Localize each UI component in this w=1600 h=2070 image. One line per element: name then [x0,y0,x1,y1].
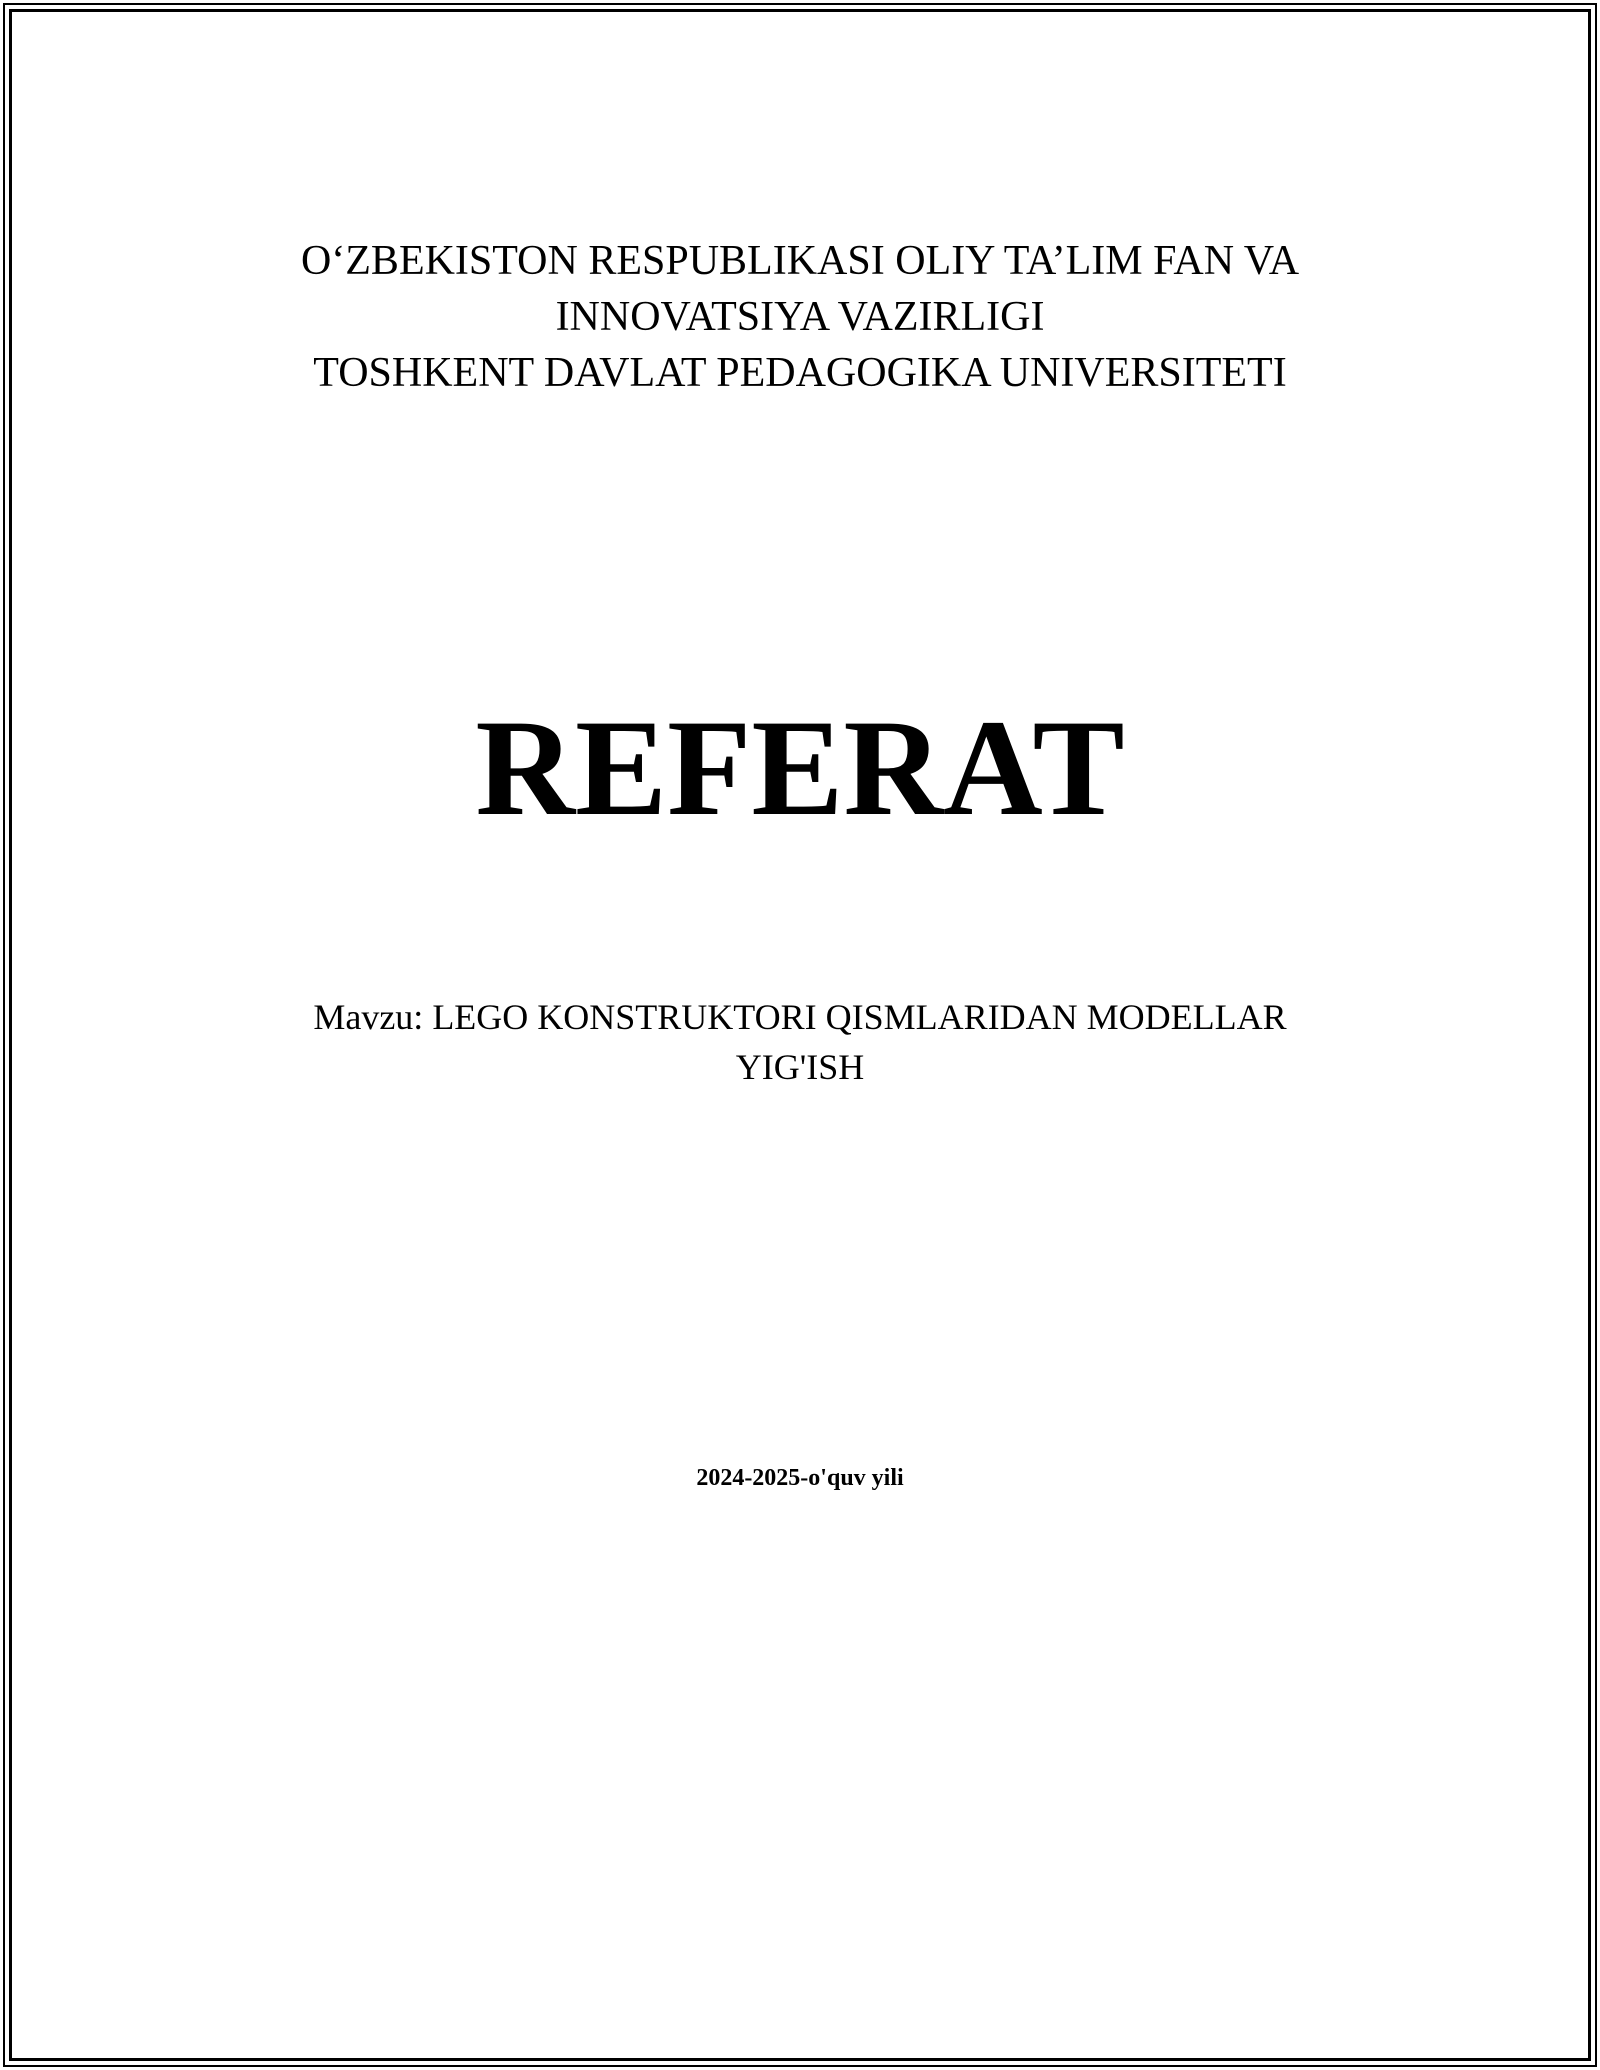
topic-line-2: YIG'ISH [735,1047,865,1087]
document-title: REFERAT [475,691,1125,844]
topic-block [0,992,1600,1092]
academic-year: 2024-2025-o'quv yili [696,1465,904,1491]
header-line-2: INNOVATSIYA VAZIRLIGI [555,294,1045,340]
topic-line-1: Mavzu: LEGO KONSTRUKTORI QISMLARIDAN MODELLAR [313,997,1287,1037]
header-line-1: O‘ZBEKISTON RESPUBLIKASI OLIY TA’LIM FAN VA [300,238,1300,284]
ministry-header [0,233,1600,401]
header-line-3: TOSHKENT DAVLAT PEDAGOGIKA UNIVERSITETI [313,350,1287,396]
